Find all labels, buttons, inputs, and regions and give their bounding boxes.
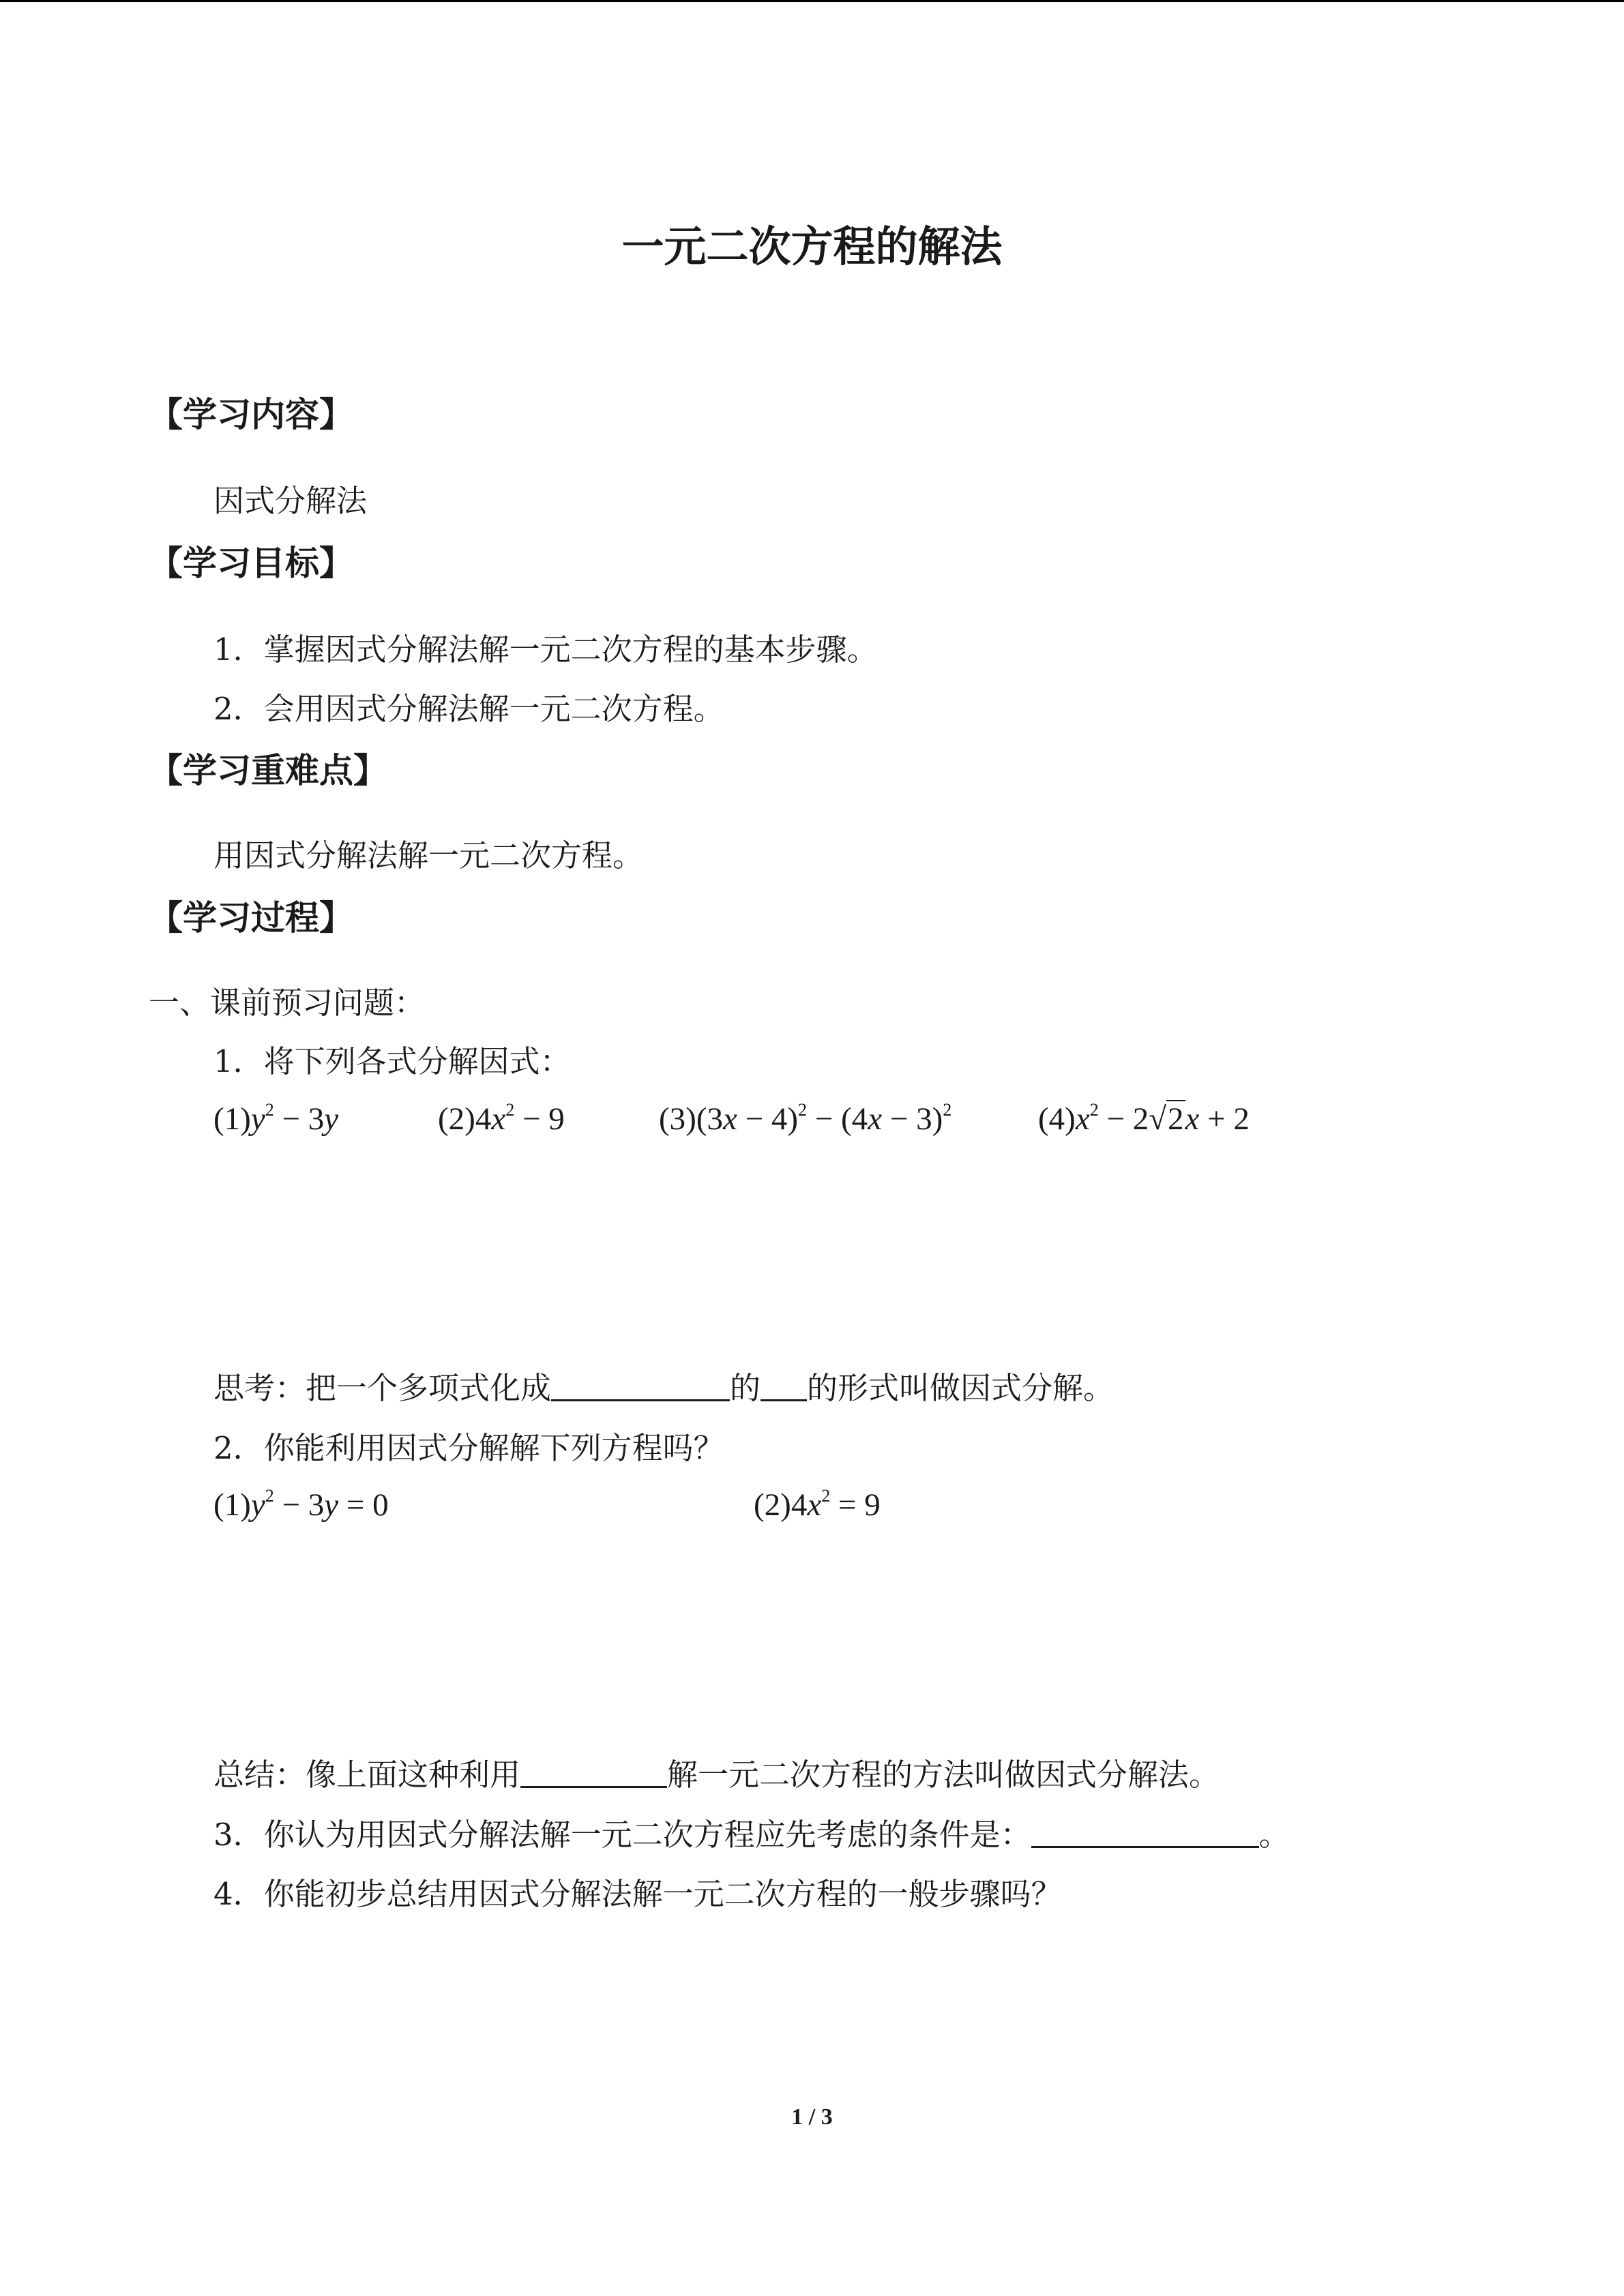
- question-1: 1．将下列各式分解因式：: [213, 1043, 571, 1079]
- equation-2: $(2)4x^2 = 9$: [754, 1486, 881, 1523]
- question-3: 3．你认为用因式分解法解一元二次方程应先考虑的条件是： 。: [213, 1817, 1290, 1853]
- blank-2[interactable]: [761, 1372, 807, 1401]
- goal-item-2: 2．会用因式分解法解一元二次方程。: [213, 691, 724, 727]
- blank-4[interactable]: [1031, 1819, 1259, 1848]
- keypoints-text: 用因式分解法解一元二次方程。: [213, 837, 644, 874]
- question-4: 4．你能初步总结用因式分解法解一元二次方程的一般步骤吗？: [213, 1876, 1062, 1912]
- think-line: 思考：把一个多项式化成 的 的形式叫做因式分解。: [213, 1370, 1114, 1406]
- question-2: 2．你能利用因式分解解下列方程吗？: [213, 1430, 724, 1466]
- summary-line: 总结：像上面这种利用 解一元二次方程的方法叫做因式分解法。: [213, 1757, 1220, 1793]
- factor-expr-4: $(4)x^2 - 2√2x + 2$: [1038, 1100, 1250, 1137]
- factor-expr-2: $(2)4x^2 - 9$: [438, 1100, 565, 1137]
- page-number: 1 / 3: [791, 2104, 833, 2130]
- equation-1: $(1)y^2 - 3y = 0$: [213, 1486, 389, 1523]
- section-heading-keypoints: 【学习重难点】: [149, 751, 387, 790]
- factor-expr-3: $(3)(3x - 4)^2 - (4x - 3)^2$: [659, 1100, 952, 1137]
- preview-heading: 一、课前预习问题：: [149, 985, 426, 1021]
- blank-1[interactable]: [551, 1372, 730, 1401]
- section-heading-content: 【学习内容】: [149, 395, 353, 434]
- goal-item-1: 1．掌握因式分解法解一元二次方程的基本步骤。: [213, 631, 878, 668]
- factor-expr-1: $(1)y^2 - 3y$: [213, 1100, 339, 1137]
- top-border: [0, 0, 1624, 2]
- blank-3[interactable]: [520, 1759, 667, 1788]
- section-heading-goals: 【学习目标】: [149, 543, 353, 583]
- content-text: 因式分解法: [213, 483, 368, 519]
- page-title: 一元二次方程的解法: [621, 222, 1003, 271]
- section-heading-process: 【学习过程】: [149, 898, 353, 938]
